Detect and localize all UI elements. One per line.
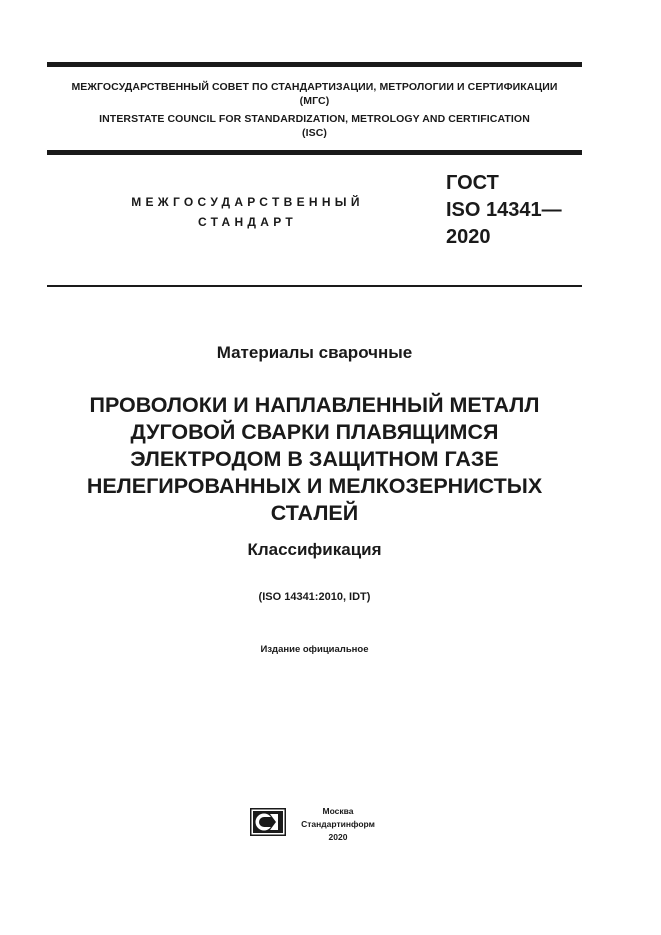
iso-reference: (ISO 14341:2010, IDT) bbox=[258, 591, 371, 603]
standard-designation bbox=[446, 170, 562, 251]
council-header bbox=[47, 80, 582, 140]
document-subtitle: Материалы сварочные bbox=[216, 343, 413, 362]
council-abbr-en: (ISC) bbox=[302, 127, 327, 139]
publisher-info bbox=[296, 805, 380, 844]
publisher-city: Москва bbox=[322, 806, 354, 816]
council-name-en: INTERSTATE COUNCIL FOR STANDARDIZATION, METROLOGY AND CERTIFICATION bbox=[99, 113, 530, 125]
standard-type-line1: МЕЖГОСУДАРСТВЕННЫЙ bbox=[131, 195, 364, 209]
publisher-name: Стандартинформ bbox=[301, 819, 375, 829]
header-rule bbox=[47, 150, 582, 155]
standard-type-line2: СТАНДАРТ bbox=[197, 215, 298, 229]
title-line: ДУГОВОЙ СВАРКИ ПЛАВЯЩИМСЯ bbox=[130, 420, 499, 444]
title-line: НЕЛЕГИРОВАННЫХ И МЕЛКОЗЕРНИСТЫХ bbox=[86, 474, 543, 498]
designation-line2: ISO 14341— bbox=[446, 199, 562, 221]
title-line: ЭЛЕКТРОДОМ В ЗАЩИТНОМ ГАЗЕ bbox=[130, 447, 499, 471]
publisher-year: 2020 bbox=[328, 832, 348, 842]
title-line: ПРОВОЛОКИ И НАПЛАВЛЕННЫЙ МЕТАЛЛ bbox=[89, 393, 540, 417]
top-rule bbox=[47, 62, 582, 67]
designation-line3: 2020 bbox=[446, 226, 491, 248]
council-name-ru: МЕЖГОСУДАРСТВЕННЫЙ СОВЕТ ПО СТАНДАРТИЗАЦИИ, МЕТРОЛОГИИ И СЕРТИФИКАЦИИ bbox=[71, 81, 558, 93]
council-abbr-ru: (МГС) bbox=[299, 95, 330, 107]
classification-label: Классификация bbox=[247, 540, 382, 559]
edition-note: Издание официальное bbox=[260, 644, 369, 655]
designation-line1: ГОСТ bbox=[446, 172, 499, 194]
standartinform-logo-icon bbox=[250, 808, 286, 836]
title-line: СТАЛЕЙ bbox=[270, 501, 359, 525]
document-title bbox=[47, 392, 582, 527]
standard-type bbox=[120, 192, 375, 232]
designation-rule bbox=[47, 285, 582, 287]
